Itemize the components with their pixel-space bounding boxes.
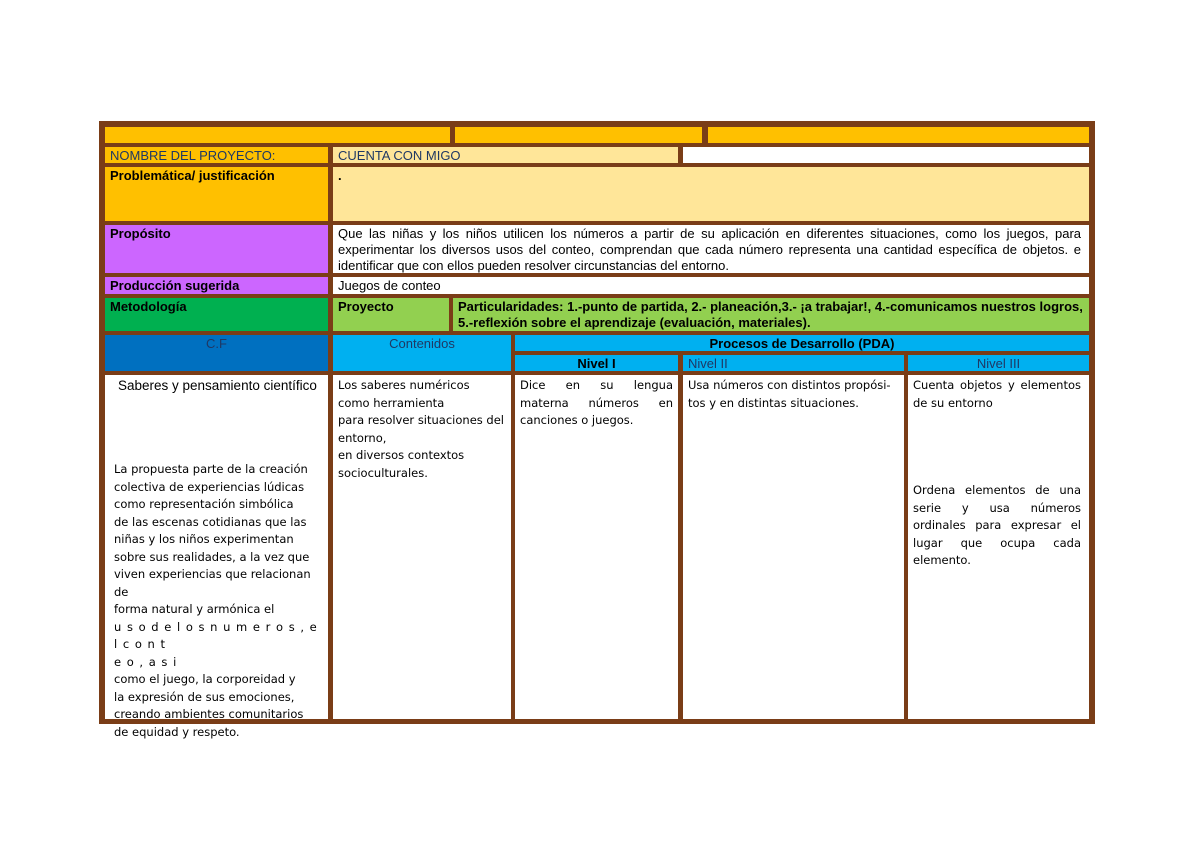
contenidos-line: entorno, xyxy=(338,430,387,445)
nivel-2-cell xyxy=(683,375,904,719)
header-bar-middle xyxy=(455,127,702,143)
nivel-1-cell xyxy=(515,375,678,719)
header-pda: Procesos de Desarrollo (PDA) xyxy=(515,335,1089,351)
cf-line: viven experiencias que relacionan de xyxy=(114,567,311,599)
cf-cell xyxy=(105,375,328,739)
nivel-2-line: Usa números con distintos propósi- xyxy=(688,378,891,392)
production-label: Producción sugerida xyxy=(105,277,328,294)
cf-line: La propuesta parte de la creación xyxy=(114,462,308,476)
planning-table xyxy=(99,121,1095,739)
cf-line: forma natural y armónica el xyxy=(114,602,275,616)
cf-line: colectiva de experiencias lúdicas xyxy=(114,479,305,494)
header-bar-left xyxy=(105,127,450,143)
purpose-label: Propósito xyxy=(105,225,328,273)
methodology-value: Proyecto xyxy=(333,298,449,331)
cf-line: de equidad y respeto. xyxy=(114,724,240,739)
nivel-3-cell xyxy=(908,375,1089,719)
header-bar-right xyxy=(708,127,1089,143)
contenidos-cell xyxy=(333,375,511,719)
methodology-particularities: Particularidades: 1.-punto de partida, 2.- planeación,3.- ¡a trabajar!, 4.-comunicamos nuestros logros, 5.-reflexión sobre el aprendizaje (evaluación, materiales). xyxy=(453,298,1089,331)
cf-line: niñas y los niños experimentan xyxy=(114,532,294,546)
purpose-value: Que las niñas y los niños utilicen los números a partir de su aplicación en diferentes situaciones, como los juegos, para experimentar los diversos usos del conteo, comprendan que cada número representa una cantidad específica de objetos. e identificar que con ellos pueden resolver circunstancias del entorno. xyxy=(333,225,1089,273)
cf-line: e o , a s i xyxy=(114,654,178,669)
project-name-extra xyxy=(683,147,1089,163)
header-nivel-1: Nivel I xyxy=(515,355,678,371)
project-name-value: CUENTA CON MIGO xyxy=(333,147,678,163)
cf-title: Saberes y pensamiento científico xyxy=(118,378,317,393)
cf-line: creando ambientes comunitarios xyxy=(114,707,304,721)
cf-line: como el juego, la corporeidad y xyxy=(114,672,296,686)
header-nivel-3: Nivel III xyxy=(908,355,1089,371)
header-contenidos: Contenidos xyxy=(333,335,511,371)
nivel-3-text-a: Cuenta objetos y elementos de su entorno xyxy=(913,378,1081,410)
nivel-1-text: Dice en su lengua materna números en canciones o juegos. xyxy=(520,378,673,427)
cf-line: de las escenas cotidianas que las xyxy=(114,514,307,529)
nivel-3-text-b: Ordena elementos de una serie y usa números ordinales para expresar el lugar que ocupa cada elemento. xyxy=(913,483,1081,567)
production-value: Juegos de conteo xyxy=(333,277,1089,294)
problem-label: Problemática/ justificación xyxy=(105,167,328,221)
cf-line: u s o d e l o s n u m e r o s , e l c o n t xyxy=(114,619,318,651)
contenidos-line: Los saberes numéricos xyxy=(338,378,470,392)
contenidos-line: en diversos contextos xyxy=(338,448,465,462)
nivel-2-line: tos y en distintas situaciones. xyxy=(688,395,859,410)
cf-line: sobre sus realidades, a la vez que xyxy=(114,549,310,564)
contenidos-line: socioculturales. xyxy=(338,465,428,480)
header-nivel-2: Nivel II xyxy=(683,355,904,371)
cf-description xyxy=(114,461,323,741)
cf-line: la expresión de sus emociones, xyxy=(114,689,295,704)
cf-line: como representación simbólica xyxy=(114,497,294,511)
contenidos-line: como herramienta xyxy=(338,395,445,410)
problem-value: . xyxy=(333,167,1089,221)
contenidos-line: para resolver situaciones del xyxy=(338,413,504,427)
methodology-label: Metodología xyxy=(105,298,328,331)
project-name-label: NOMBRE DEL PROYECTO: xyxy=(105,147,328,163)
header-cf: C.F xyxy=(105,335,328,371)
